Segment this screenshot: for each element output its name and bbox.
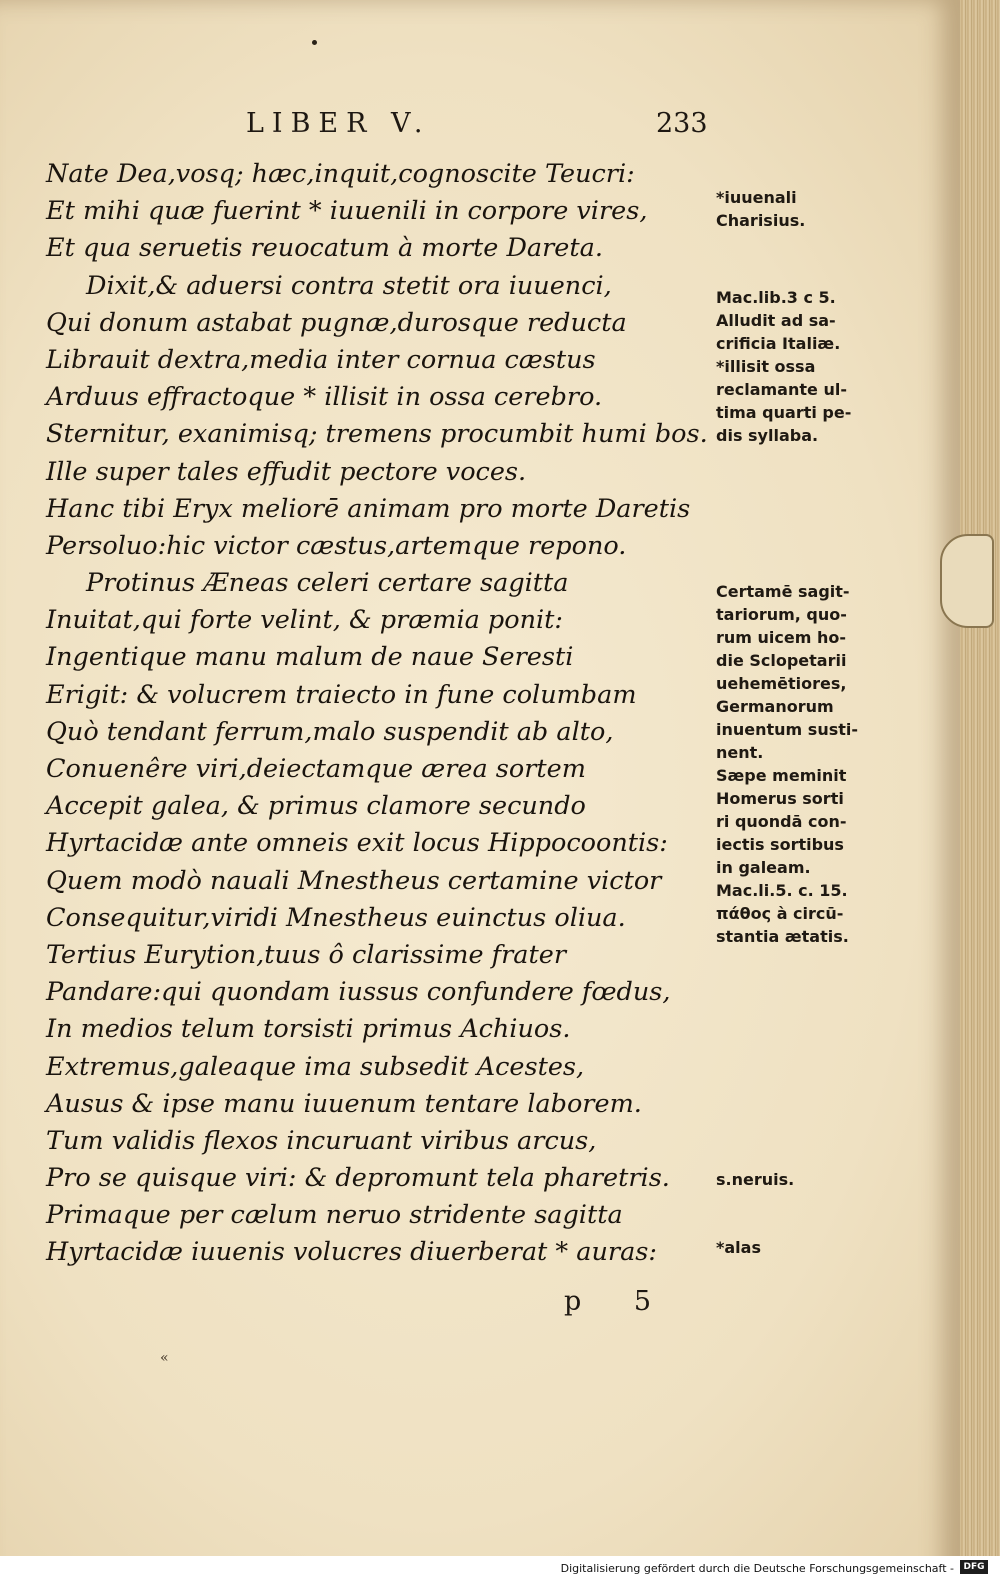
marginal-note-line: uehemētiores,	[716, 674, 847, 693]
marginal-note-line: πάθος à circū-	[716, 904, 844, 923]
marginal-note-line: dis syllaba.	[716, 426, 819, 445]
verse-line: Conuenêre viri,deiectamque ærea sortem	[46, 754, 586, 784]
verse-line: Pandare:qui quondam iussus confundere fœdus,	[46, 977, 671, 1008]
verse-line: Extremus,galeaque ima subsedit Acestes,	[46, 1051, 585, 1082]
marginal-note-line: ri quondā con-	[716, 812, 847, 831]
verse-line: Ille super tales effudit pectore voces.	[46, 456, 527, 487]
verse-line: Ingentique manu malum de naue Seresti	[46, 642, 574, 673]
verse-line: Et mihi quæ fuerint * iuuenili in corpore vires,	[46, 196, 648, 227]
verse-line: Erigit: & volucrem traiecto in fune columbam	[46, 679, 637, 710]
marginal-note-line: inuentum susti-	[716, 720, 858, 739]
verse-line: Consequitur,viridi Mnestheus euinctus oliua.	[46, 902, 626, 933]
marginal-note-line: *iuuenali	[716, 188, 797, 207]
marginal-note	[716, 580, 926, 948]
verse-line: Primaque per cælum neruo stridente sagitta	[46, 1200, 623, 1231]
marginal-note-line: reclamante ul-	[716, 380, 847, 399]
verse-line: Hanc tibi Eryx meliorē animam pro morte Daretis	[46, 493, 691, 524]
verse-line: Et qua seruetis reuocatum à morte Dareta.	[46, 233, 603, 264]
verse-line: Dixit,& aduersi contra stetit ora iuuenci,	[86, 270, 612, 301]
marginal-note-line: tariorum, quo-	[716, 605, 847, 624]
marginal-note-line: *alas	[716, 1238, 761, 1257]
marginal-note-line: Mac.li.5. c. 15.	[716, 881, 848, 900]
marginal-note	[716, 1168, 926, 1191]
marginal-note-line: Germanorum	[716, 697, 834, 716]
marginal-note-line: die Sclopetarii	[716, 651, 847, 670]
marginal-note-line: in galeam.	[716, 858, 811, 877]
marginal-note-line: stantia ætatis.	[716, 927, 849, 946]
dfg-logo: DFG	[960, 1560, 988, 1574]
marginal-note-line: Charisius.	[716, 211, 806, 230]
marginal-note-line: s.neruis.	[716, 1170, 795, 1189]
marginal-note-line: tima quarti pe-	[716, 403, 852, 422]
marginal-note-line: Sæpe meminit	[716, 766, 847, 785]
verse-line: Inuitat,qui forte velint, & præmia ponit:	[46, 605, 564, 636]
marginal-note-line: crificia Italiæ.	[716, 334, 841, 353]
verse-line: Protinus Æneas celeri certare sagitta	[86, 568, 569, 599]
verse-line: Quem modò nauali Mnestheus certamine victor	[46, 865, 662, 896]
verse-line: Tertius Eurytion,tuus ô clarissime frater	[46, 939, 567, 970]
verse-line: Ausus & ipse manu iuuenum tentare laborem.	[46, 1088, 642, 1119]
verse-line: Arduus effractoque * illisit in ossa cerebro.	[46, 382, 603, 413]
verse-line: Accepit galea, & primus clamore secundo	[46, 791, 586, 822]
book-clip	[940, 534, 994, 628]
marginal-note-line: Mac.lib.3 c 5.	[716, 288, 836, 307]
marginal-note-line: iectis sortibus	[716, 835, 844, 854]
verse-block	[46, 156, 726, 1272]
verse-line: Librauit dextra,media inter cornua cæstus	[46, 344, 596, 375]
marginal-note-line: Homerus sorti	[716, 789, 844, 808]
marginal-note	[716, 1236, 926, 1259]
verse-line: Quò tendant ferrum,malo suspendit ab alto,	[46, 716, 614, 747]
digitization-credit: Digitalisierung gefördert durch die Deutsche Forschungsgemeinschaft -	[560, 1562, 954, 1575]
verse-line: Hyrtacidæ iuuenis volucres diuerberat * auras:	[46, 1237, 657, 1268]
ink-dot	[312, 40, 317, 45]
verse-line: Nate Dea,vosq; hæc,inquit,cognoscite Teucri:	[46, 159, 635, 189]
verse-line: Sternitur, exanimisq; tremens procumbit humi bos.	[46, 419, 708, 450]
page-number: 233	[656, 108, 708, 139]
verse-line: Qui donum astabat pugnæ,durosque reducta	[46, 307, 627, 338]
signature-mark: p 5	[564, 1286, 674, 1317]
verse-line: Persoluo:hic victor cæstus,artemque repono.	[46, 530, 627, 561]
marginal-note-line: nent.	[716, 743, 764, 762]
small-ink-mark: «	[160, 1350, 169, 1366]
marginal-note-line: Certamē sagit-	[716, 582, 850, 601]
verse-line: Hyrtacidæ ante omneis exit locus Hippocoontis:	[46, 828, 668, 859]
verse-line: In medios telum torsisti primus Achiuos.	[46, 1014, 571, 1045]
page-fore-edge	[960, 0, 1000, 1556]
verse-line: Tum validis flexos incuruant viribus arcus,	[46, 1125, 597, 1156]
verse-line: Pro se quisque viri: & depromunt tela pharetris.	[46, 1163, 670, 1194]
marginal-note	[716, 186, 926, 232]
marginal-note-line: Alludit ad sa-	[716, 311, 836, 330]
marginal-note-line: *illisit ossa	[716, 357, 816, 376]
running-title: LIBER V.	[246, 108, 431, 139]
marginal-note	[716, 286, 926, 447]
marginal-notes	[716, 0, 926, 1556]
marginal-note-line: rum uicem ho-	[716, 628, 846, 647]
